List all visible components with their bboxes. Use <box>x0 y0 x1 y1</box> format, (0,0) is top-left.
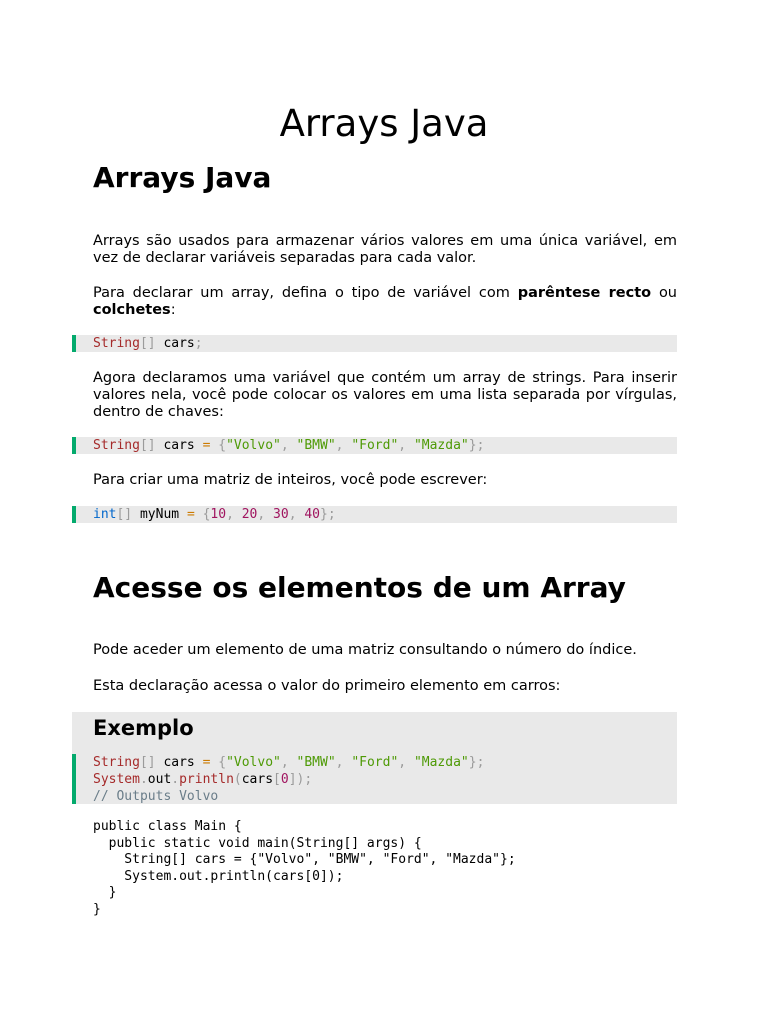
code-line: System.out.println(cars[0]); <box>93 772 313 787</box>
int-array-paragraph: Para criar uma matriz de inteiros, você pode escrever: <box>93 472 488 488</box>
first-element-paragraph: Esta declaração acessa o valor do primeiro elemento em carros: <box>93 678 561 694</box>
code-block-declaration <box>72 335 677 352</box>
code-block-string-array <box>72 437 677 454</box>
string-array-paragraph: Agora declaramos uma variável que contém um array de strings. Para inserir valores nela, você pode colocar os valores em uma lista separada por vírgulas, dentro de chaves: <box>93 370 677 420</box>
page-title: Arrays Java <box>279 102 489 145</box>
index-paragraph: Pode aceder um elemento de uma matriz consultando o número do índice. <box>93 642 637 658</box>
section-heading-access-elements: Acesse os elementos de um Array <box>93 571 626 604</box>
code-line: System.out.println(cars[0]); <box>93 868 344 884</box>
bold-term-parentese-recto: parêntese recto <box>517 285 652 301</box>
code-line: public static void main(String[] args) { <box>93 835 422 851</box>
section-heading-arrays-java: Arrays Java <box>93 161 272 194</box>
code-block-int-array <box>72 506 677 523</box>
code-line: int[] myNum = {10, 20, 30, 40}; <box>93 507 336 522</box>
intro-paragraph: Arrays são usados para armazenar vários valores em uma única variável, em vez de declarar variáveis separadas para cada valor. <box>93 233 677 266</box>
code-line: String[] cars = {"Volvo", "BMW", "Ford", "Mazda"}; <box>93 438 485 453</box>
code-block-example <box>72 754 677 804</box>
code-line: } <box>93 901 101 917</box>
plain-code-listing <box>93 819 516 918</box>
code-line: public class Main { <box>93 819 242 834</box>
code-line: String[] cars = {"Volvo", "BMW", "Ford", "Mazda"}; <box>93 755 485 770</box>
code-line: String[] cars = {"Volvo", "BMW", "Ford", "Mazda"}; <box>93 852 516 867</box>
code-comment: // Outputs Volvo <box>93 789 219 804</box>
example-heading: Exemplo <box>93 716 194 740</box>
code-line: } <box>93 885 117 900</box>
code-line: String[] cars; <box>93 336 203 351</box>
bold-term-colchetes: colchetes <box>93 302 171 318</box>
declare-paragraph: Para declarar um array, defina o tipo de variável com parêntese recto ou colchetes: <box>93 285 677 318</box>
